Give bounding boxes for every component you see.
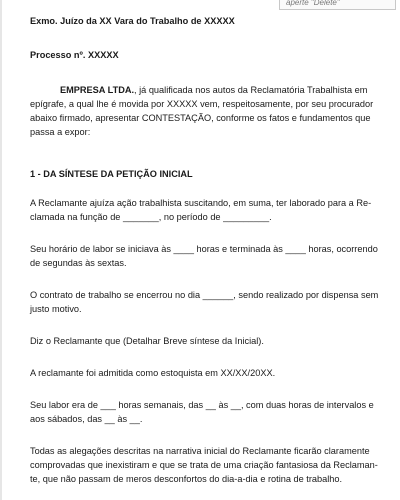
paragraph-6-line-2: aos sábados, das __ às __. — [30, 414, 143, 424]
section-title: 1 - DA SÍNTESE DA PETIÇÃO INICIAL — [30, 169, 193, 179]
intro-line-2: epígrafe, a qual lhe é movida por XXXXX vem, respeitosamente, por seu procurador — [30, 99, 374, 109]
paragraph-2-line-2: de segundas às sextas. — [30, 258, 127, 268]
delete-hint-box — [279, 0, 396, 10]
paragraph-1-line-2: clamada na função de _______, no período de _________. — [30, 212, 272, 222]
paragraph-7-line-2: comprovadas que inexistiram e que se trata de uma criação fantasiosa da Reclaman- — [30, 460, 378, 470]
paragraph-2-line-1: Seu horário de labor se iniciava às ____ horas e terminada às ____ horas, ocorrendo — [30, 244, 378, 254]
paragraph-4-line-1: Diz o Reclamante que (Detalhar Breve síntese da Inicial). — [30, 336, 264, 346]
page-edge-line — [0, 0, 2, 500]
intro-line-3: abaixo firmado, apresentar CONTESTAÇÃO, conforme os fatos e fundamentos que — [30, 113, 371, 123]
intro-line-1-rest: , já qualificada nos autos da Reclamatória Trabalhista em — [134, 85, 368, 95]
intro-line-1 — [30, 83, 372, 97]
paragraph-5-line-1: A reclamante foi admitida como estoquista em XX/XX/20XX. — [30, 368, 276, 378]
paragraph-7-line-3: te, que não passam de meros desconfortos do dia-a-dia e rotina de trabalho. — [30, 474, 343, 484]
paragraph-6-line-1: Seu labor era de ___ horas semanais, das __ às __, com duas horas de intervalos e — [30, 400, 374, 410]
court-address: Exmo. Juízo da XX Vara do Trabalho de XXXXX — [30, 16, 235, 26]
document-body — [30, 14, 379, 486]
delete-hint-text: aperte "Delete" — [286, 0, 340, 7]
paragraph-3-line-2: justo motivo. — [30, 304, 82, 314]
paragraph-3-line-1: O contrato de trabalho se encerrou no dia ______, sendo realizado por dispensa sem — [30, 290, 379, 300]
paragraph-7-line-1: Todas as alegações descritas na narrativa inicial do Reclamante ficarão claramente — [30, 446, 370, 456]
company-name: EMPRESA LTDA. — [60, 85, 135, 95]
intro-line-4: passa a expor: — [30, 127, 91, 137]
process-number: Processo nº. XXXXX — [30, 50, 119, 60]
paragraph-1-line-1: A Reclamante ajuíza ação trabalhista suscitando, em suma, ter laborado para a Re- — [30, 198, 372, 208]
